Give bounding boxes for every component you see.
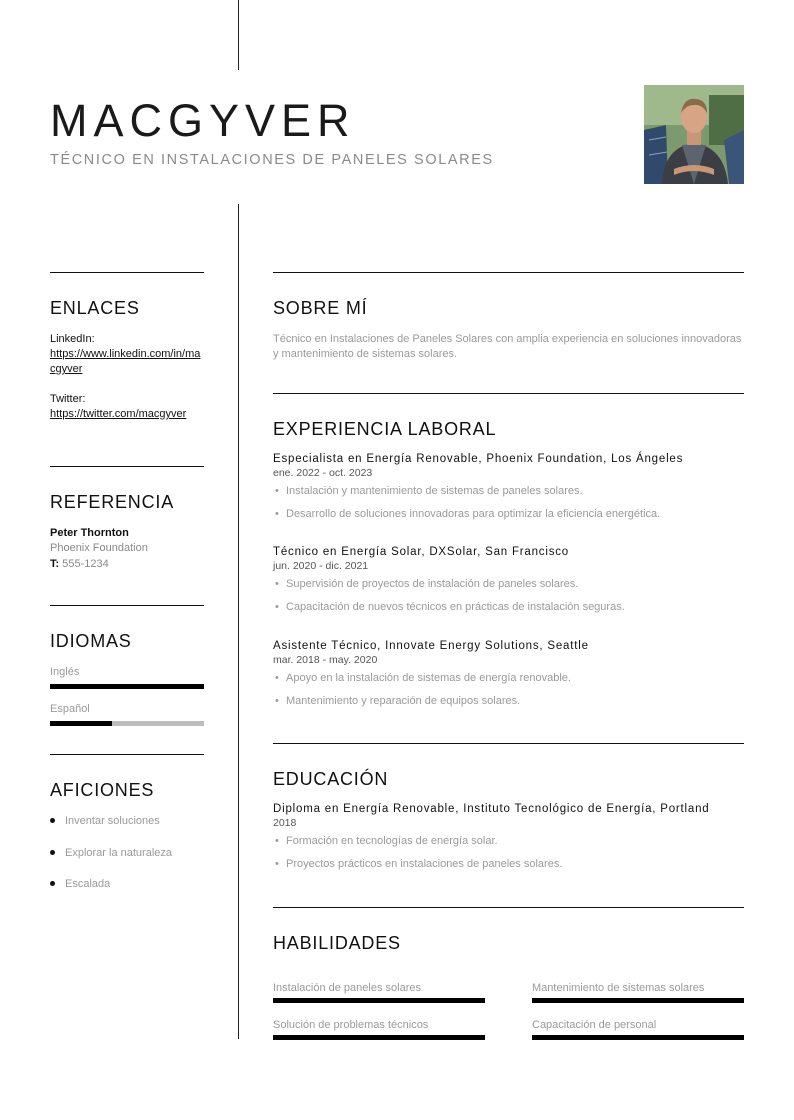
skill-name: Instalación de paneles solares — [273, 982, 421, 994]
language-level-fill — [50, 684, 204, 689]
section-divider — [50, 466, 204, 467]
job-date: jun. 2020 - dic. 2021 — [273, 560, 369, 572]
language-item — [50, 666, 204, 689]
hobby-label: Escalada — [65, 878, 111, 890]
hobby-item — [50, 845, 204, 861]
link-item — [50, 392, 204, 422]
skills-heading: HABILIDADES — [273, 933, 401, 953]
vertical-divider-top — [238, 0, 239, 70]
section-divider — [273, 393, 744, 394]
skill-name: Capacitación de personal — [532, 1019, 657, 1031]
section-divider — [50, 754, 204, 755]
experience-entry — [273, 546, 744, 614]
skill-level-bar — [532, 998, 744, 1003]
hobby-item — [50, 876, 204, 892]
candidate-name: MACGYVER — [50, 95, 356, 146]
section-divider — [50, 272, 204, 273]
reference-name: Peter Thornton — [50, 527, 129, 539]
skill-level-bar — [273, 998, 485, 1003]
education-heading-line: Diploma en Energía Renovable, Instituto Tecnológico de Energía, Portland — [273, 803, 710, 815]
job-heading: Técnico en Energía Solar, DXSolar, San Francisco — [273, 546, 570, 558]
language-name: Inglés — [50, 666, 80, 678]
job-heading: Especialista en Energía Renovable, Phoenix Foundation, Los Ángeles — [273, 453, 684, 465]
reference-heading: REFERENCIA — [50, 492, 175, 512]
languages-heading: IDIOMAS — [50, 631, 132, 651]
language-level-bar — [50, 684, 204, 689]
section-divider — [273, 743, 744, 744]
candidate-title: TÉCNICO EN INSTALACIONES DE PANELES SOLARES — [50, 152, 494, 168]
reference-company: Phoenix Foundation — [50, 542, 148, 554]
bullet-dot-icon — [50, 850, 55, 855]
experience-entry — [273, 640, 744, 708]
phone-label: T: — [50, 558, 60, 570]
linkedin-link[interactable]: https://www.linkedin.com/in/macgyver — [50, 348, 201, 375]
experience-heading: EXPERIENCIA LABORAL — [273, 419, 497, 439]
skill-item — [532, 982, 744, 1003]
skill-name: Mantenimiento de sistemas solares — [532, 982, 705, 994]
skill-item — [273, 982, 485, 1003]
job-bullet: • Desarrollo de soluciones innovadoras para optimizar la eficiencia energética. — [275, 508, 661, 520]
link-item — [50, 332, 204, 377]
vertical-divider — [238, 204, 239, 1039]
twitter-link[interactable]: https://twitter.com/macgyver — [50, 408, 187, 420]
about-text: Técnico en Instalaciones de Paneles Solares con amplia experiencia en soluciones innovadoras y mantenimiento de sistemas solares. — [273, 333, 742, 360]
bullet-dot-icon — [50, 818, 55, 823]
links-heading: ENLACES — [50, 298, 140, 318]
education-heading: EDUCACIÓN — [273, 769, 389, 789]
skill-level-bar — [273, 1035, 485, 1040]
skill-item — [273, 1019, 485, 1040]
job-date: mar. 2018 - may. 2020 — [273, 654, 378, 666]
language-item — [50, 703, 204, 726]
hobby-label: Inventar soluciones — [65, 815, 160, 827]
skill-item — [532, 1019, 744, 1040]
education-bullet: • Formación en tecnologías de energía solar. — [275, 835, 498, 847]
job-bullet: • Instalación y mantenimiento de sistemas de paneles solares. — [275, 485, 583, 497]
job-heading: Asistente Técnico, Innovate Energy Solutions, Seattle — [273, 640, 589, 652]
hobbies-heading: AFICIONES — [50, 780, 155, 800]
hobby-item — [50, 813, 204, 829]
language-level-bar — [50, 721, 204, 726]
job-date: ene. 2022 - oct. 2023 — [273, 467, 373, 479]
section-divider — [50, 605, 204, 606]
bullet-dot-icon — [50, 881, 55, 886]
section-divider — [273, 272, 744, 273]
education-entry — [273, 803, 744, 871]
phone-number: 555-1234 — [62, 558, 109, 570]
job-bullet: • Apoyo en la instalación de sistemas de energía renovable. — [275, 672, 571, 684]
reference-phone — [50, 558, 204, 570]
link-label: Twitter: — [50, 393, 86, 405]
education-bullet: • Proyectos prácticos en instalaciones de paneles solares. — [275, 858, 563, 870]
links-list — [50, 332, 204, 422]
skill-level-bar — [532, 1035, 744, 1040]
skill-name: Solución de problemas técnicos — [273, 1019, 429, 1031]
hobby-label: Explorar la naturaleza — [65, 847, 173, 859]
section-divider — [273, 907, 744, 908]
about-heading: SOBRE MÍ — [273, 298, 368, 318]
language-level-fill — [50, 721, 112, 726]
job-bullet: • Mantenimiento y reparación de equipos solares. — [275, 695, 521, 707]
language-name: Español — [50, 703, 90, 715]
education-date: 2018 — [273, 817, 297, 829]
job-bullet: • Supervisión de proyectos de instalación de paneles solares. — [275, 578, 579, 590]
experience-entry — [273, 453, 744, 521]
profile-photo — [644, 85, 744, 184]
job-bullet: • Capacitación de nuevos técnicos en prácticas de instalación seguras. — [275, 601, 625, 613]
link-label: LinkedIn: — [50, 333, 95, 345]
reference-block — [50, 527, 204, 570]
